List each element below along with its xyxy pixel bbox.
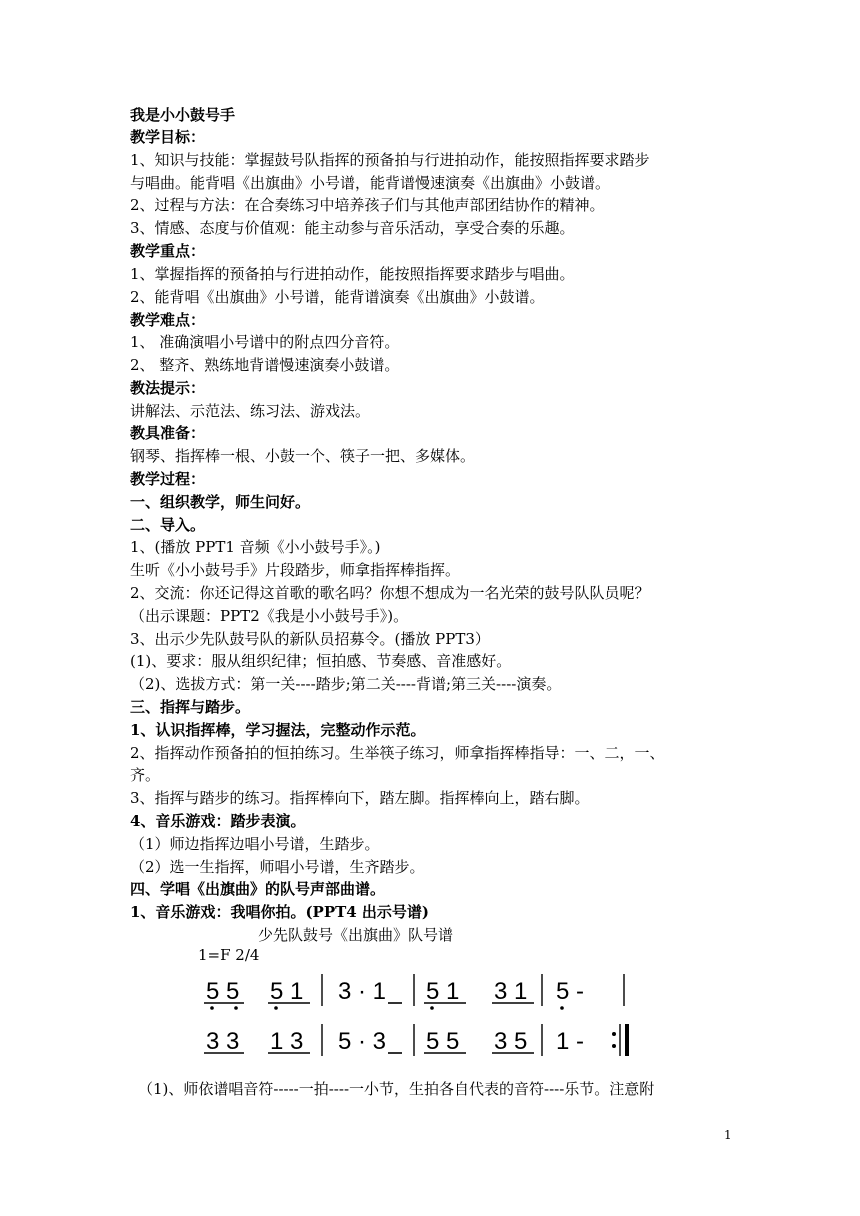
subheading: 1、音乐游戏：我唱你拍。(PPT4 出示号谱) — [130, 903, 430, 921]
score-note: 5 · 3 — [338, 1028, 387, 1055]
subheading: 1、认识指挥棒，学习握法，完整动作示范。 — [130, 721, 426, 739]
text-line: 钢琴、指挥棒一根、小鼓一个、筷子一把、多媒体。 — [130, 447, 476, 465]
text-line: 3、出示少先队鼓号队的新队员招募令。(播放 PPT3） — [130, 630, 490, 648]
score-note: 5 1 — [270, 978, 304, 1005]
text-line: （1)、师依谱唱音符-----一拍----一小节，生拍各自代表的音符----乐节。注意附 — [138, 1080, 655, 1098]
score-note: 5 - — [556, 978, 585, 1005]
text-line: 2、指挥动作预备拍的恒拍练习。生举筷子练习，师拿指挥棒指导：一、二，一、 — [130, 744, 665, 762]
section-heading: 教法提示： — [130, 379, 206, 397]
text-line: 讲解法、示范法、练习法、游戏法。 — [130, 402, 371, 420]
section-heading: 一、组织教学，师生问好。 — [130, 493, 311, 511]
text-line: 1、掌握指挥的预备拍与行进拍动作，能按照指挥要求踏步与唱曲。 — [130, 265, 575, 283]
text-line: （出示课题：PPT2《我是小小鼓号手》)。 — [130, 607, 409, 625]
score-note: 3 5 — [494, 1028, 528, 1055]
text-line: 2、过程与方法：在合奏练习中培养孩子们与其他声部团结协作的精神。 — [130, 196, 605, 214]
score-note: 3 1 — [494, 978, 528, 1005]
subheading: 4、音乐游戏：踏步表演。 — [130, 812, 306, 830]
text-line: 3、指挥与踏步的练习。指挥棒向下，踏左脚。指挥棒向上，踏右脚。 — [130, 789, 590, 807]
text-line: 1、 准确演唱小号谱中的附点四分音符。 — [130, 333, 400, 351]
text-line: 3、情感、态度与价值观：能主动参与音乐活动，享受合奏的乐趣。 — [130, 219, 575, 237]
text-line: (1)、要求：服从组织纪律；恒拍感、节奏感、音准感好。 — [130, 652, 512, 670]
text-line: 与唱曲。能背唱《出旗曲》小号谱，能背谱慢速演奏《出旗曲》小鼓谱。 — [130, 174, 611, 192]
section-heading: 三、指挥与踏步。 — [130, 698, 251, 716]
text-line: 生听《小小鼓号手》片段踏步，师拿指挥棒指挥。 — [130, 561, 461, 579]
score-note: 5 5 — [206, 978, 240, 1005]
text-line: （2)、选拔方式：第一关----踏步;第二关----背谱;第三关----演奏。 — [130, 675, 562, 693]
section-heading: 二、导入。 — [130, 516, 206, 534]
page-number: 1 — [724, 1128, 732, 1142]
text-line: 2、交流：你还记得这首歌的歌名吗？你想不想成为一名光荣的鼓号队队员呢？ — [130, 584, 650, 602]
text-line: （2）选一生指挥，师唱小号谱，生齐踏步。 — [130, 858, 425, 876]
text-line: 2、能背唱《出旗曲》小号谱，能背谱演奏《出旗曲》小鼓谱。 — [130, 288, 545, 306]
text-line: （1）师边指挥边唱小号谱，生踏步。 — [130, 835, 380, 853]
section-heading: 教学目标： — [130, 128, 206, 146]
score-note: 1 - — [556, 1028, 585, 1055]
section-heading: 四、学唱《出旗曲》的队号声部曲谱。 — [130, 880, 386, 898]
score-title: 少先队鼓号《出旗曲》队号谱 — [258, 926, 454, 944]
score-note: 5 1 — [426, 978, 460, 1005]
octave-dots — [210, 1006, 564, 1010]
text-line: 1、知识与技能：掌握鼓号队指挥的预备拍与行进拍动作，能按照指挥要求踏步 — [130, 151, 650, 169]
text-line: 齐。 — [130, 766, 161, 784]
score-note: 1 3 — [270, 1028, 304, 1055]
score-note: 3 · 1 — [338, 978, 387, 1005]
jianpu-score — [198, 966, 638, 1066]
doc-title: 我是小小鼓号手 — [130, 106, 236, 124]
score-note: 3 3 — [206, 1028, 240, 1055]
section-heading: 教学重点： — [130, 242, 206, 260]
section-heading: 教学难点： — [130, 311, 206, 329]
score-note: 5 5 — [426, 1028, 460, 1055]
section-heading: 教学过程： — [130, 470, 206, 488]
section-heading: 教具准备： — [130, 424, 206, 442]
key-signature: 1=F 2/4 — [198, 946, 260, 964]
text-line: 2、 整齐、熟练地背谱慢速演奏小鼓谱。 — [130, 356, 400, 374]
text-line: 1、(播放 PPT1 音频《小小鼓号手》。) — [130, 538, 381, 556]
